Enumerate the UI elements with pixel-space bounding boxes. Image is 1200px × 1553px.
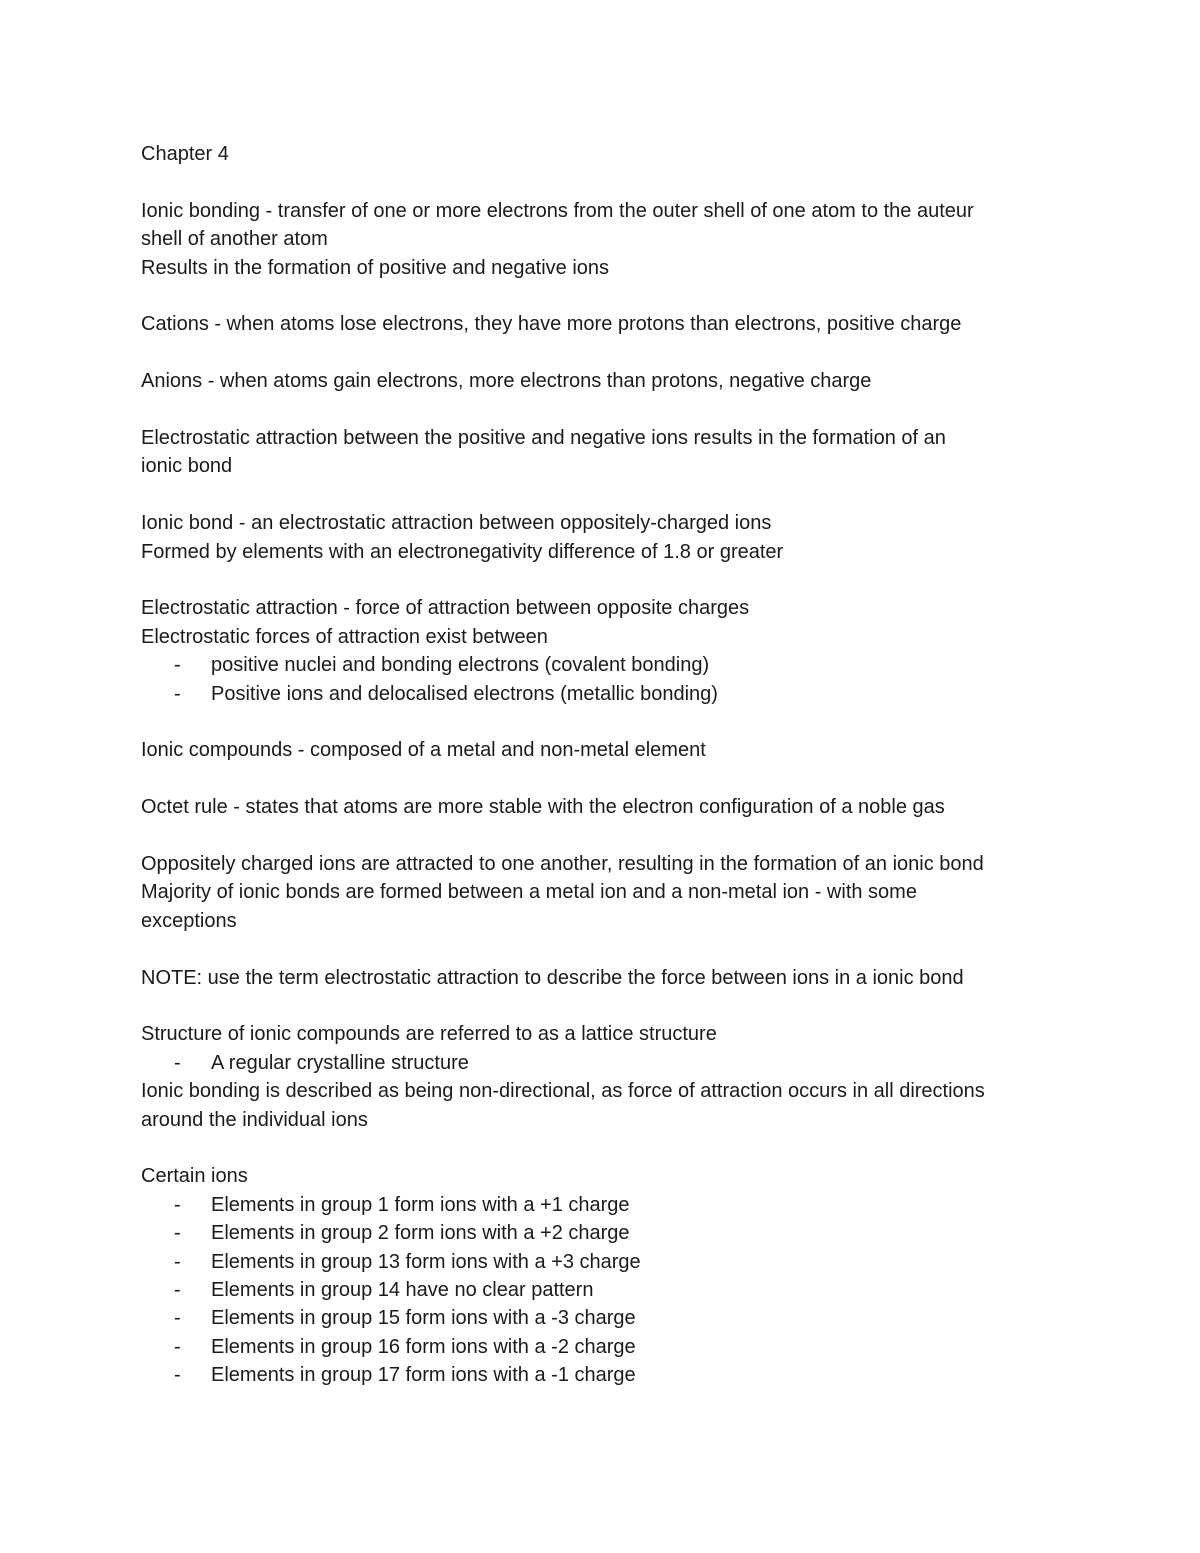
bullet-dash: -	[174, 654, 181, 677]
list-item	[141, 680, 1081, 708]
text-line: Anions - when atoms gain electrons, more electrons than protons, negative charge	[141, 370, 872, 393]
list-item	[141, 1276, 1081, 1304]
list-item	[141, 1361, 1081, 1389]
text-line: around the individual ions	[141, 1108, 368, 1131]
list-item-text: Elements in group 16 form ions with a -2 charge	[211, 1335, 636, 1358]
bullet-dash: -	[174, 1250, 181, 1273]
list-item	[141, 1049, 1081, 1077]
text-line: Structure of ionic compounds are referred to as a lattice structure	[141, 1023, 717, 1046]
bullet-dash: -	[174, 1051, 181, 1074]
text-line: Formed by elements with an electronegativity difference of 1.8 or greater	[141, 540, 784, 563]
bullet-dash: -	[174, 682, 181, 705]
list-item	[141, 1333, 1081, 1361]
text-line: Majority of ionic bonds are formed between a metal ion and a non-metal ion - with some	[141, 881, 917, 904]
blank-line	[141, 822, 1081, 850]
list-item-text: Elements in group 2 form ions with a +2 charge	[211, 1222, 630, 1245]
blank-line	[141, 339, 1081, 367]
list-item-text: Elements in group 17 form ions with a -1 charge	[211, 1364, 636, 1387]
text-line: Results in the formation of positive and negative ions	[141, 256, 610, 279]
text-line: ionic bond	[141, 455, 233, 478]
text-line: Electrostatic attraction between the positive and negative ions results in the formation of an	[141, 427, 946, 449]
text-line: Octet rule - states that atoms are more stable with the electron configuration of a noble gas	[141, 796, 945, 819]
list-item-text: Elements in group 1 form ions with a +1 charge	[211, 1193, 630, 1216]
list-item-text: A regular crystalline structure	[211, 1051, 469, 1074]
list-item	[141, 651, 1081, 679]
note-line: NOTE: use the term electrostatic attraction to describe the force between ions in a ionic bond	[141, 966, 964, 989]
text-line: Ionic bond - an electrostatic attraction between oppositely-charged ions	[141, 512, 772, 535]
text-line: Electrostatic attraction - force of attraction between opposite charges	[141, 597, 750, 620]
bullet-dash: -	[174, 1279, 181, 1302]
text-line: Ionic bonding is described as being non-directional, as force of attraction occurs in all directions	[141, 1080, 985, 1103]
blank-line	[141, 992, 1081, 1020]
list-item	[141, 1304, 1081, 1332]
bullet-dash: -	[174, 1222, 181, 1245]
text-line: Cations - when atoms lose electrons, they have more protons than electrons, positive charge	[141, 313, 962, 336]
text-line: shell of another atom	[141, 228, 328, 251]
text-line: Ionic bonding - transfer of one or more electrons from the outer shell of one atom to the auteur	[141, 199, 974, 222]
text-line: exceptions	[141, 909, 237, 932]
text-line: Ionic compounds - composed of a metal and non-metal element	[141, 739, 706, 762]
bullet-dash: -	[174, 1335, 181, 1358]
blank-line	[141, 1134, 1081, 1162]
blank-line	[141, 566, 1081, 594]
blank-line	[141, 481, 1081, 509]
list-item-text: Positive ions and delocalised electrons (metallic bonding)	[211, 682, 718, 705]
list-item	[141, 1191, 1081, 1219]
chapter-title: Chapter 4	[141, 143, 229, 165]
blank-line	[141, 396, 1081, 424]
blank-line	[141, 708, 1081, 736]
bullet-dash: -	[174, 1364, 181, 1387]
list-item-text: Elements in group 15 form ions with a -3 charge	[211, 1307, 636, 1330]
list-item-text: Elements in group 14 have no clear pattern	[211, 1279, 594, 1302]
blank-line	[141, 765, 1081, 793]
list-item	[141, 1248, 1081, 1276]
blank-line	[141, 282, 1081, 310]
blank-line	[141, 168, 1081, 196]
document-page	[141, 140, 1081, 1390]
bullet-dash: -	[174, 1193, 181, 1216]
list-item-text: positive nuclei and bonding electrons (covalent bonding)	[211, 654, 710, 677]
blank-line	[141, 935, 1081, 963]
text-line: Electrostatic forces of attraction exist between	[141, 625, 548, 648]
text-line: Oppositely charged ions are attracted to one another, resulting in the formation of an ionic bond	[141, 853, 984, 876]
list-item-text: Elements in group 13 form ions with a +3 charge	[211, 1250, 641, 1273]
bullet-dash: -	[174, 1307, 181, 1330]
list-item	[141, 1219, 1081, 1247]
text-line: Certain ions	[141, 1165, 248, 1188]
